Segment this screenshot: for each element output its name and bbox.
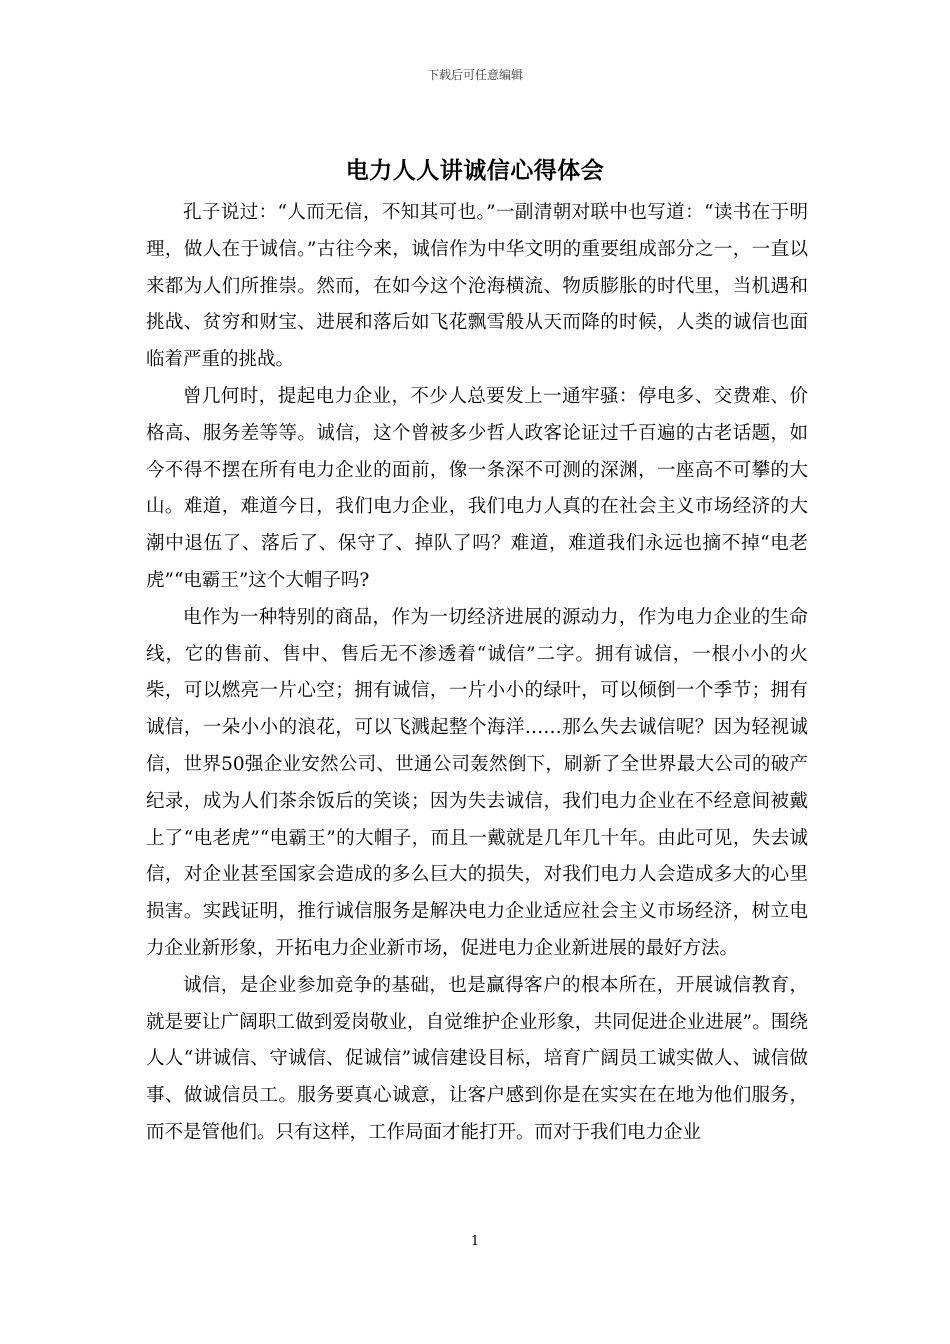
paragraph-4: 诚信，是企业参加竞争的基础，也是赢得客户的根本所在，开展诚信教育，就是要让广阔职工做到爱岗敬业，自觉维护企业形象，共同促进企业进展”。围绕人人“讲诚信、守诚信、促诚信”诚信建设目标，培育广阔员工诚实做人、诚信做事、做诚信员工。服务要真心诚意，让客户感到你是在实实在在地为他们服务，而不是管他们。只有这样，工作局面才能打开。而对于我们电力企业 [146, 974, 808, 1143]
document-body [146, 195, 808, 1152]
paragraph-2: 曾几何时，提起电力企业，不少人总要发上一通牢骚：停电多、交费难、价格高、服务差等等。诚信，这个曾被多少哲人政客论证过千百遍的古老话题，如今不得不摆在所有电力企业的面前，像一条深不可测的深渊，一座高不可攀的大山。难道，难道今日，我们电力企业，我们电力人真的在社会主义市场经济的大潮中退伍了、落后了、保守了、掉队了吗？难道，难道我们永远也摘不掉“电老虎”“电霸王”这个大帽子吗? [146, 385, 808, 591]
document-title: 电力人人讲诚信心得体会 [345, 157, 605, 184]
page-number: 1 [470, 1234, 480, 1249]
paragraph-1: 孔子说过：“人而无信，不知其可也。”一副清朝对联中也写道：“读书在于明理，做人在于诚信。”古往今来，诚信作为中华文明的重要组成部分之一，一直以来都为人们所推崇。然而，在如今这个沧海横流、物质膨胀的时代里，当机遇和挑战、贫穷和财宝、进展和落后如飞花飘雪般从天而降的时候，人类的诚信也面临着严重的挑战。 [146, 202, 808, 371]
paragraph-3: 电作为一种特别的商品，作为一切经济进展的源动力，作为电力企业的生命线，它的售前、售中、售后无不渗透着“诚信”二字。拥有诚信，一根小小的火柴，可以燃亮一片心空；拥有诚信，一片小小的绿叶，可以倾倒一个季节；拥有诚信，一朵小小的浪花，可以飞溅起整个海洋……那么失去诚信呢？因为轻视诚信，世界50强企业安然公司、世通公司轰然倒下，刷新了全世界最大公司的破产纪录，成为人们茶余饭后的笑谈；因为失去诚信，我们电力企业在不经意间被戴上了“电老虎”“电霸王”的大帽子，而且一戴就是几年几十年。由此可见，失去诚信，对企业甚至国家会造成的多么巨大的损失，对我们电力人会造成多大的心里损害。实践证明，推行诚信服务是解决电力企业适应社会主义市场经济，树立电力企业新形象，开拓电力企业新市场，促进电力企业新进展的最好方法。 [146, 606, 808, 959]
page-header-note: 下载后可任意编辑 [426, 68, 523, 82]
